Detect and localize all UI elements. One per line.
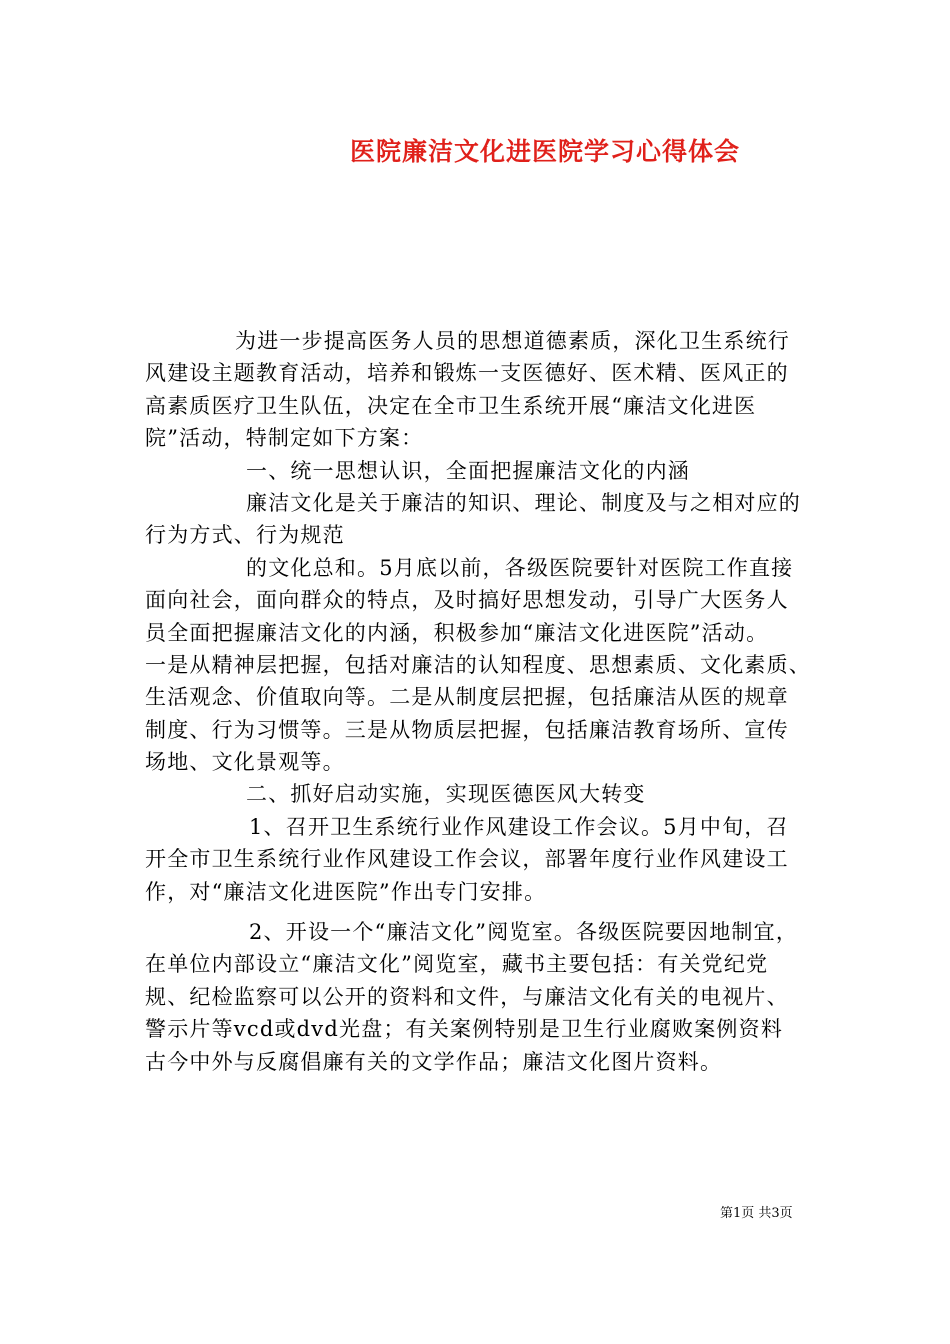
paragraph-line: 风建设主题教育活动，培养和锻炼一支医德好、医术精、医风正的 — [145, 361, 789, 386]
paragraph-line: 制度、行为习惯等。三是从物质层把握，包括廉洁教育场所、宣传 — [145, 717, 789, 742]
paragraph-line: 作，对“廉洁文化进医院”作出专门安排。 — [145, 879, 547, 904]
section-heading: 一、统一思想认识，全面把握廉洁文化的内涵 — [246, 458, 690, 483]
section-heading: 二、抓好启动实施，实现医德医风大转变 — [246, 782, 646, 807]
paragraph-line: 一是从精神层把握，包括对廉洁的认知程度、思想素质、文化素质、 — [145, 652, 811, 677]
paragraph-line: 古今中外与反腐倡廉有关的文学作品；廉洁文化图片资料。 — [145, 1049, 723, 1074]
paragraph-line: 院”活动，特制定如下方案： — [145, 426, 424, 451]
paragraph-line: 开全市卫生系统行业作风建设工作会议，部署年度行业作风建设工 — [145, 847, 789, 872]
paragraph-line: 行为方式、行为规范 — [145, 523, 345, 548]
document-title: 医院廉洁文化进医院学习心得体会 — [349, 137, 740, 166]
paragraph-line: 场地、文化景观等。 — [145, 750, 345, 775]
paragraph-line: 的文化总和。5月底以前，各级医院要针对医院工作直接 — [246, 555, 794, 580]
paragraph-line: 员全面把握廉洁文化的内涵，积极参加“廉洁文化进医院”活动。 — [145, 620, 769, 645]
paragraph-line: 生活观念、价值取向等。二是从制度层把握，包括廉洁从医的规章 — [145, 685, 789, 710]
paragraph-line: 1、召开卫生系统行业作风建设工作会议。5月中旬，召 — [249, 814, 789, 839]
paragraph-line: 高素质医疗卫生队伍，决定在全市卫生系统开展“廉洁文化进医 — [145, 393, 757, 418]
paragraph-line: 廉洁文化是关于廉洁的知识、理论、制度及与之相对应的 — [246, 490, 801, 515]
paragraph-line: 警示片等vcd或dvd光盘；有关案例特别是卫生行业腐败案例资料 — [145, 1017, 784, 1042]
paragraph-line: 在单位内部设立“廉洁文化”阅览室，藏书主要包括：有关党纪党 — [145, 952, 769, 977]
document-body — [145, 325, 815, 1078]
paragraph-line: 2、开设一个“廉洁文化”阅览室。各级医院要因地制宜， — [249, 920, 799, 945]
page-number: 第1页 共3页 — [720, 1206, 793, 1221]
paragraph-line: 为进一步提高医务人员的思想道德素质，深化卫生系统行 — [235, 329, 790, 353]
paragraph-line: 面向社会，面向群众的特点，及时搞好思想发动，引导广大医务人 — [145, 588, 789, 613]
paragraph-line: 规、纪检监察可以公开的资料和文件，与廉洁文化有关的电视片、 — [145, 984, 789, 1009]
